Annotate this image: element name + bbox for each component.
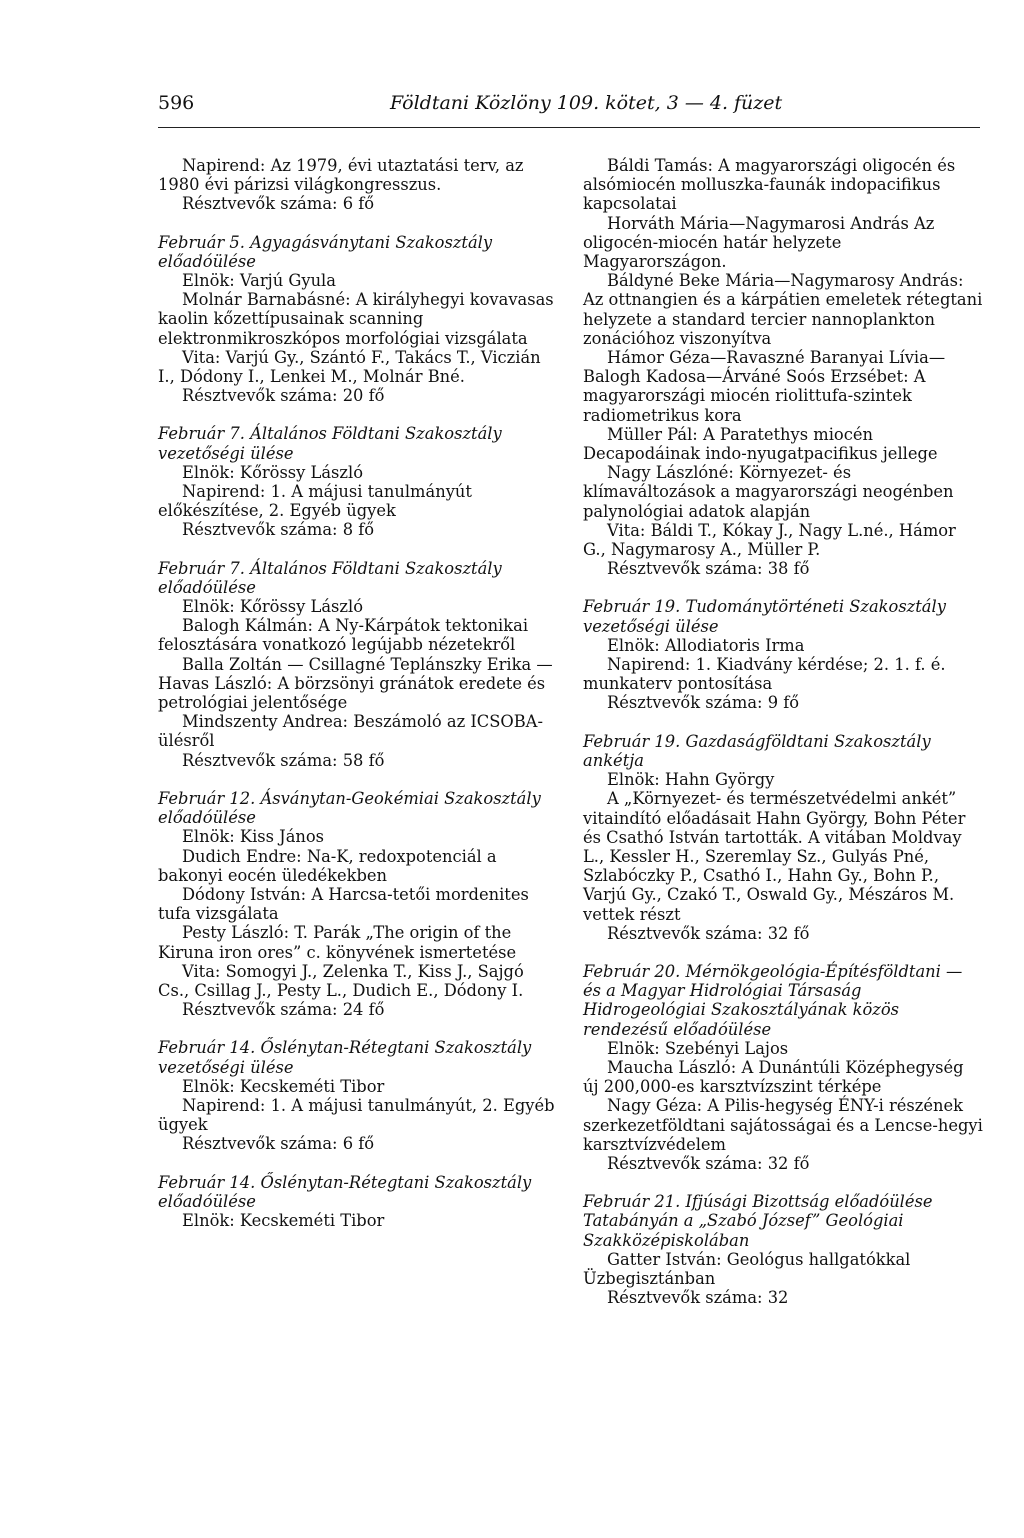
session-line: Napirend: 1. A májusi tanulmányút, 2. Egyéb ügyek	[158, 1095, 555, 1135]
session-line: Nagy Géza: A Pilis-hegység ÉNY-i részének szerkezetföldtani sajátosságai és a Lencse-hegyi karsztvízvédelem	[583, 1096, 983, 1154]
session-entry	[158, 1173, 558, 1231]
session-line: Báldi Tamás: A magyarországi oligocén és alsómiocén molluszka-faunák indopacifikus kapcsolatai	[583, 156, 956, 214]
session-heading: Február 20. Mérnökgeológia-Építésföldtani — és a Magyar Hidrológiai Társaság Hidrogeológiai Szakosztályának közös rendezésű előadóülése	[583, 961, 963, 1039]
session-line: Nagy Lászlóné: Környezet- és klímaváltozások a magyarországi neogénben palynológiai adatok alapján	[583, 463, 954, 521]
session-line: Balogh Kálmán: A Ny-Kárpátok tektonikai felosztására vonatkozó legújabb nézetekről	[158, 616, 529, 655]
session-line: Vita: Báldi T., Kókay J., Nagy L.né., Hámor G., Nagymarosy A., Müller P.	[583, 520, 956, 560]
session-entry	[158, 156, 558, 214]
session-line: Résztvevők száma: 20 fő	[182, 386, 385, 406]
session-line: Dudich Endre: Na-K, redoxpotenciál a bakonyi eocén üledékekben	[158, 846, 497, 885]
session-heading: Február 12. Ásványtan-Geokémiai Szakosztály előadóülése	[158, 788, 541, 828]
session-line: Pesty László: T. Parák „The origin of the Kiruna iron ores” c. könyvének ismertetése	[158, 923, 517, 962]
session-line: Elnök: Allodiatoris Irma	[607, 635, 805, 655]
session-line: Elnök: Szebényi Lajos	[607, 1038, 789, 1058]
session-entry	[583, 1192, 983, 1307]
page-header	[158, 92, 980, 122]
session-line: A „Környezet- és természetvédelmi ankét” vitaindító előadásait Hahn György, Bohn Péter és Csathó István tartották. A vitában Moldvay L., Kessler H., Szeremlay Sz., Gulyás Pné, Szlabóczky P., Csathó I., Hahn Gy., Bohn P., Varjú Gy., Czakó T., Oswald Gy., Mészáros M. vettek részt	[583, 789, 966, 924]
page-number: 596	[158, 92, 195, 114]
session-line: Résztvevők száma: 9 fő	[607, 693, 800, 713]
session-line: Résztvevők száma: 58 fő	[182, 750, 385, 770]
session-line: Elnök: Kecskeméti Tibor	[182, 1076, 385, 1096]
session-heading: Február 21. Ifjúsági Bizottság előadóülése Tatabányán a „Szabó József” Geológiai Szakközépiskolában	[583, 1192, 933, 1250]
session-line: Müller Pál: A Paratethys miocén Decapodáinak indo-nyugatpacifikus jellege	[583, 424, 938, 464]
session-line: Vita: Somogyi J., Zelenka T., Kiss J., Sajgó Cs., Csillag J., Pesty L., Dudich E., Dódony I.	[158, 961, 524, 1000]
session-line: Maucha László: A Dunántúli Középhegység új 200,000-es karsztvízszint térképe	[583, 1057, 964, 1097]
session-line: Napirend: 1. Kiadvány kérdése; 2. 1. f. é. munkaterv pontosítása	[583, 655, 946, 694]
session-heading: Február 19. Tudománytörténeti Szakosztály vezetőségi ülése	[583, 597, 946, 636]
session-heading: Február 19. Gazdaságföldtani Szakosztály ankétja	[583, 731, 931, 770]
session-line: Horváth Mária—Nagymarosi András Az oligocén-miocén határ helyzete Magyarországon.	[583, 213, 935, 272]
session-line: Elnök: Kőrössy László	[182, 597, 364, 617]
session-line: Résztvevők száma: 32	[607, 1288, 789, 1308]
session-entry	[158, 559, 558, 770]
session-line: Résztvevők száma: 8 fő	[182, 520, 375, 540]
journal-title: Földtani Közlöny 109. kötet, 3 — 4. füzet	[390, 92, 783, 114]
session-line: Résztvevők száma: 24 fő	[182, 1000, 385, 1020]
session-entry	[583, 962, 983, 1173]
session-heading: Február 7. Általános Földtani Szakosztály vezetőségi ülése	[158, 424, 502, 463]
session-line: Mindszenty Andrea: Beszámoló az ICSOBA-ülésről	[158, 712, 543, 751]
session-heading: Február 14. Őslénytan-Rétegtani Szakosztály előadóülése	[158, 1172, 532, 1211]
session-line: Gatter István: Geológus hallgatókkal Üzbegisztánban	[583, 1249, 911, 1288]
session-heading: Február 5. Agyagásványtani Szakosztály előadóülése	[158, 232, 493, 271]
session-line: Vita: Varjú Gy., Szántó F., Takács T., Viczián I., Dódony I., Lenkei M., Molnár Bné.	[158, 347, 541, 387]
session-entry	[158, 233, 558, 406]
session-line: Elnök: Kiss János	[182, 827, 325, 847]
session-heading: Február 7. Általános Földtani Szakosztály előadóülése	[158, 558, 502, 597]
session-line: Balla Zoltán — Csillagné Teplánszky Erika — Havas László: A börzsönyi gránátok eredete és petrológiai jelentősége	[158, 654, 553, 713]
session-entry	[583, 732, 983, 943]
session-entry	[158, 1038, 558, 1153]
right-column	[583, 156, 983, 1326]
session-line: Elnök: Kecskeméti Tibor	[182, 1210, 385, 1230]
session-heading: Február 14. Őslénytan-Rétegtani Szakosztály vezetőségi ülése	[158, 1038, 532, 1077]
session-line: Napirend: 1. A májusi tanulmányút előkészítése, 2. Egyéb ügyek	[158, 482, 472, 521]
session-line: Báldyné Beke Mária—Nagymarosy András: Az ottnangien és a kárpátien emeletek rétegtani helyzete a standard tercier nannoplankton zonációhoz viszonyítva	[583, 271, 983, 348]
session-entry	[583, 156, 983, 578]
session-line: Elnök: Varjú Gyula	[182, 271, 336, 291]
session-line: Résztvevők száma: 38 fő	[607, 559, 810, 579]
header-rule	[158, 127, 980, 128]
session-entry	[158, 424, 558, 539]
session-line: Résztvevők száma: 32 fő	[607, 923, 810, 943]
session-line: Elnök: Kőrössy László	[182, 462, 364, 482]
session-line: Résztvevők száma: 6 fő	[182, 1134, 375, 1154]
session-line: Résztvevők száma: 32 fő	[607, 1153, 810, 1173]
left-column	[158, 156, 558, 1249]
session-entry	[583, 597, 983, 712]
session-line: Molnár Barnabásné: A királyhegyi kovavasas kaolin kőzettípusainak scanning elektronmikroszkópos morfológiai vizsgálata	[158, 290, 554, 348]
session-line: Hámor Géza—Ravaszné Baranyai Lívia—Balogh Kadosa—Árváné Soós Erzsébet: A magyarországi miocén riolittufa-szintek radiometrikus kora	[583, 348, 946, 425]
session-line: Résztvevők száma: 6 fő	[182, 194, 375, 214]
session-line: Dódony István: A Harcsa-tetői mordenites tufa vizsgálata	[158, 884, 529, 924]
session-entry	[158, 789, 558, 1019]
session-line: Elnök: Hahn György	[607, 770, 775, 790]
session-line: Napirend: Az 1979, évi utaztatási terv, az 1980 évi párizsi világkongresszus.	[158, 156, 524, 195]
